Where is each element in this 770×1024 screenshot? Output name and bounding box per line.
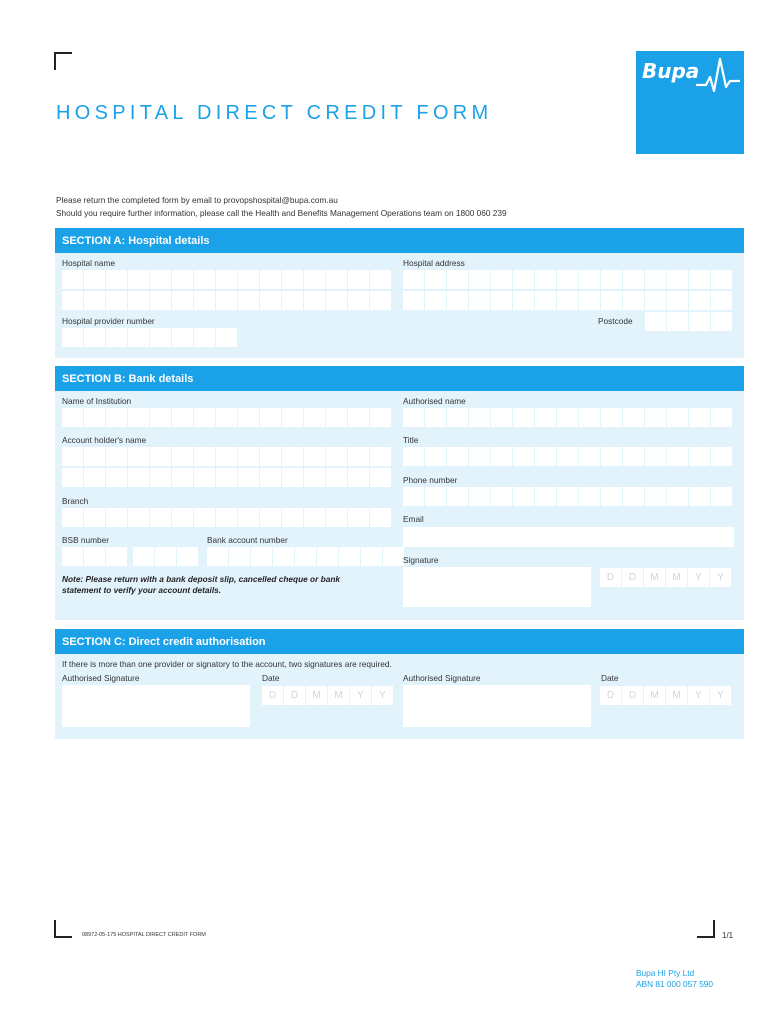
account-number-label: Bank account number [207,535,288,545]
provider-number-input[interactable] [62,328,238,347]
signatory-instruction: If there is more than one provider or signatory to the account, two signatures are required. [62,659,392,669]
hospital-address-label: Hospital address [403,258,465,268]
phone-input[interactable] [403,487,733,506]
authorised-name-label: Authorised name [403,396,466,406]
authorised-signature-2-field[interactable] [403,685,591,727]
intro-text [56,194,507,220]
date-placeholder-y: Y [710,686,731,705]
phone-label: Phone number [403,475,458,485]
crop-mark-top-left [54,52,72,70]
date-placeholder-d: D [284,686,305,705]
company-name: Bupa HI Pty Ltd [636,968,695,978]
date-placeholder-y: Y [372,686,393,705]
date-1-label: Date [262,673,280,683]
section-a-title: SECTION A: Hospital details [55,228,744,253]
account-holder-input-row1[interactable] [62,447,392,466]
bsb-input-part1[interactable] [62,547,128,566]
date-placeholder-m: M [666,568,687,587]
hospital-address-input-row2[interactable] [403,291,733,310]
date-1-input[interactable] [262,686,394,705]
logo-text: Bupa [642,59,700,83]
form-code: 08972-05-175 HOSPITAL DIRECT CREDIT FORM [82,932,206,938]
date-placeholder-d: D [600,686,621,705]
institution-label: Name of Institution [62,396,132,406]
account-holder-input-row2[interactable] [62,468,392,487]
page-number: 1/1 [722,931,734,940]
provider-number-label: Hospital provider number [62,316,155,326]
postcode-label: Postcode [598,316,633,326]
section-b-bank-details [55,366,744,620]
date-placeholder-y: Y [688,686,709,705]
institution-input[interactable] [62,408,392,427]
intro-email-line: Please return the completed form by email to provopshospital@bupa.com.au [56,195,338,205]
authorised-signature-1-label: Authorised Signature [62,673,140,683]
email-label: Email [403,514,424,524]
bupa-logo [636,51,744,154]
section-b-title: SECTION B: Bank details [55,366,744,391]
title-input[interactable] [403,447,733,466]
date-placeholder-m: M [328,686,349,705]
intro-phone-line: Should you require further information, please call the Health and Benefits Management Operations team on 1800 060 239 [56,208,507,218]
account-holder-label: Account holder's name [62,435,147,445]
section-c-direct-credit-authorisation [55,629,744,739]
postcode-input[interactable] [645,312,733,331]
heartbeat-icon [696,57,740,97]
date-placeholder-m: M [666,686,687,705]
note-line-1: Note: Please return with a bank deposit slip, cancelled cheque or bank [62,574,341,584]
date-2-label: Date [601,673,619,683]
hospital-name-input-row2[interactable] [62,291,392,310]
date-placeholder-m: M [644,568,665,587]
branch-input[interactable] [62,508,392,527]
authorised-name-input[interactable] [403,408,733,427]
date-placeholder-d: D [622,568,643,587]
date-placeholder-m: M [306,686,327,705]
hospital-address-input-row1[interactable] [403,270,733,289]
branch-label: Branch [62,496,89,506]
section-c-title: SECTION C: Direct credit authorisation [55,629,744,654]
date-placeholder-m: M [644,686,665,705]
company-details [636,968,713,990]
authorised-signature-1-field[interactable] [62,685,250,727]
bsb-input-part2[interactable] [133,547,199,566]
section-a-hospital-details [55,228,744,358]
verification-note [62,574,340,596]
date-placeholder-y: Y [710,568,731,587]
note-line-2: statement to verify your account details. [62,585,222,595]
title-label: Title [403,435,419,445]
company-abn: ABN 81 000 057 590 [636,979,714,989]
page-title: HOSPITAL DIRECT CREDIT FORM [56,102,493,124]
date-placeholder-d: D [262,686,283,705]
date-placeholder-d: D [622,686,643,705]
email-input[interactable] [403,527,734,547]
authorised-signature-2-label: Authorised Signature [403,673,481,683]
date-2-input[interactable] [600,686,732,705]
signature-field[interactable] [403,567,591,607]
crop-mark-bottom-right [697,920,715,938]
bsb-label: BSB number [62,535,110,545]
hospital-name-label: Hospital name [62,258,116,268]
signature-label: Signature [403,555,439,565]
date-placeholder-d: D [600,568,621,587]
date-placeholder-y: Y [688,568,709,587]
hospital-name-input-row1[interactable] [62,270,392,289]
date-placeholder-y: Y [350,686,371,705]
account-number-input[interactable] [207,547,405,566]
crop-mark-bottom-left [54,920,72,938]
signature-date-input[interactable] [600,568,732,587]
